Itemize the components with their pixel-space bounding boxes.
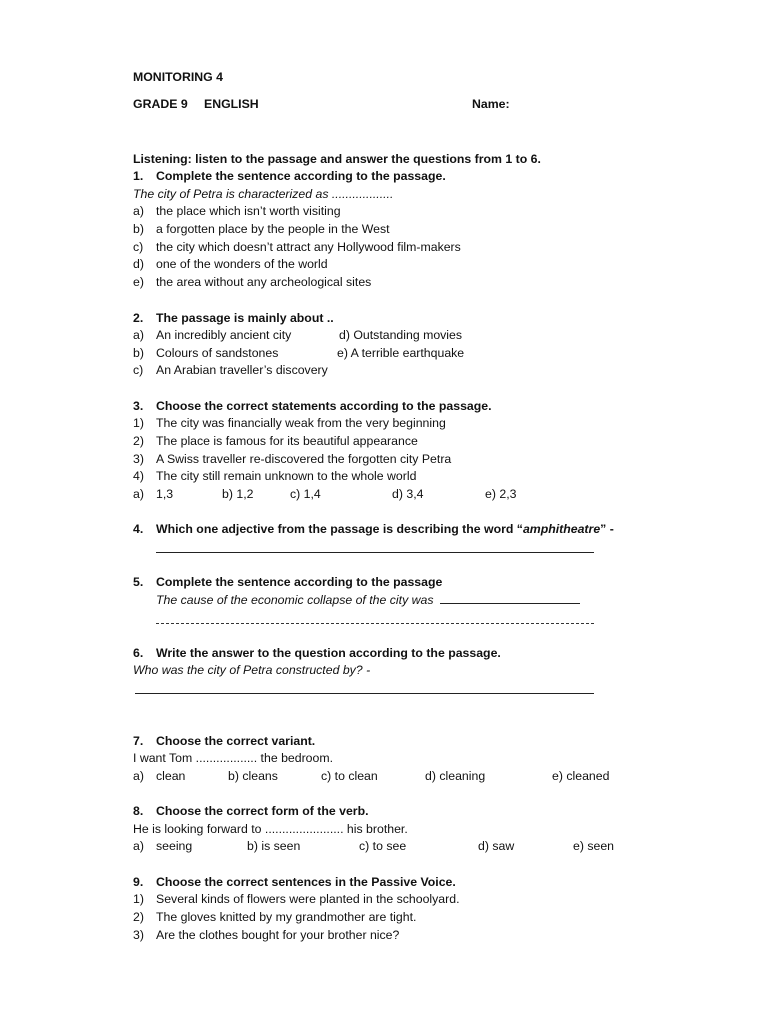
statement-text: The city was financially weak from the very beginning <box>156 416 446 430</box>
question-stem: Who was the city of Petra constructed by? - <box>133 663 371 677</box>
statement-number: 2) <box>133 910 144 924</box>
question-6 <box>133 646 501 661</box>
option-text: one of the wonders of the world <box>156 257 328 271</box>
statement-item <box>133 892 459 907</box>
question-text: Choose the correct sentences in the Passive Voice. <box>156 875 456 889</box>
option-item: e) seen <box>573 839 615 853</box>
option-item: b) cleans <box>228 769 278 783</box>
option-letter: a) <box>133 328 144 342</box>
question-5 <box>133 575 442 590</box>
question-9 <box>133 875 456 890</box>
statement-item <box>133 416 446 431</box>
option-letter: b) <box>133 346 144 360</box>
question-number: 2. <box>133 311 144 325</box>
option-item: c) to clean <box>321 769 378 783</box>
statement-number: 4) <box>133 469 144 483</box>
option-item <box>133 222 390 237</box>
statement-text: The place is famous for its beautiful appearance <box>156 434 418 448</box>
answer-line[interactable] <box>156 552 594 553</box>
option-item <box>133 346 278 361</box>
answer-line[interactable] <box>156 623 594 624</box>
option-letter: e) <box>133 275 144 289</box>
question-number: 4. <box>133 522 144 536</box>
statement-number: 2) <box>133 434 144 448</box>
statement-text: The gloves knitted by my grandmother are tight. <box>156 910 417 924</box>
option-item <box>133 204 341 219</box>
statement-text: Are the clothes bought for your brother nice? <box>156 928 400 942</box>
question-number: 7. <box>133 734 144 748</box>
statement-item <box>133 928 399 943</box>
option-item <box>133 240 461 255</box>
option-item: c) 1,4 <box>290 487 321 501</box>
option-letter: b) <box>133 222 144 236</box>
question-text: Complete the sentence according to the passage. <box>156 169 446 183</box>
question-number: 1. <box>133 169 144 183</box>
option-item <box>133 275 371 290</box>
question-number: 3. <box>133 399 144 413</box>
option-text: the area without any archeological sites <box>156 275 372 289</box>
option-item: e) 2,3 <box>485 487 517 501</box>
question-8 <box>133 804 369 819</box>
answer-blank[interactable] <box>440 593 580 604</box>
option-letter: a) <box>133 769 144 783</box>
option-text: the place which isn’t worth visiting <box>156 204 341 218</box>
question-stem: The city of Petra is characterized as .................. <box>133 187 394 201</box>
statement-number: 3) <box>133 928 144 942</box>
grade-label: GRADE 9 <box>133 97 188 111</box>
statement-text: The city still remain unknown to the whole world <box>156 469 417 483</box>
option-item: d) saw <box>478 839 515 853</box>
question-text: Write the answer to the question according to the passage. <box>156 646 501 660</box>
option-item: e) cleaned <box>552 769 610 783</box>
statement-item <box>133 910 416 925</box>
option-item: e) A terrible earthquake <box>337 346 465 360</box>
option-letter: a) <box>133 487 144 501</box>
option-item <box>133 328 291 343</box>
option-text: An Arabian traveller’s discovery <box>156 363 328 377</box>
question-number: 8. <box>133 804 144 818</box>
question-text: Choose the correct variant. <box>156 734 316 748</box>
option-text: 1,3 <box>156 487 174 501</box>
question-number: 5. <box>133 575 144 589</box>
question-1 <box>133 169 446 184</box>
listening-instructions: Listening: listen to the passage and answer the questions from 1 to 6. <box>133 152 541 166</box>
target-word: amphitheatre <box>522 522 601 536</box>
answer-options <box>133 487 173 502</box>
option-item: d) cleaning <box>425 769 486 783</box>
question-4 <box>133 522 614 537</box>
option-item <box>133 257 328 272</box>
question-3 <box>133 399 492 414</box>
question-text: Choose the correct form of the verb. <box>156 804 369 818</box>
question-number: 9. <box>133 875 144 889</box>
option-item: d) 3,4 <box>392 487 424 501</box>
question-text: Choose the correct statements according to the passage. <box>156 399 492 413</box>
statement-text: A Swiss traveller re-discovered the forgotten city Petra <box>156 452 452 466</box>
statement-number: 1) <box>133 416 144 430</box>
option-letter: a) <box>133 839 144 853</box>
option-text: a forgotten place by the people in the West <box>156 222 390 236</box>
option-text: Colours of sandstones <box>156 346 279 360</box>
option-text: seeing <box>156 839 193 853</box>
name-label: Name: <box>472 97 510 111</box>
question-text: Complete the sentence according to the passage <box>156 575 443 589</box>
question-number: 6. <box>133 646 144 660</box>
option-item: d) Outstanding movies <box>339 328 463 342</box>
option-letter: c) <box>133 240 144 254</box>
option-text: An incredibly ancient city <box>156 328 292 342</box>
question-stem <box>156 593 580 608</box>
option-item: b) is seen <box>247 839 301 853</box>
question-text-end: ” - <box>600 522 614 536</box>
statement-text: Several kinds of flowers were planted in the schoolyard. <box>156 892 460 906</box>
question-7 <box>133 734 315 749</box>
question-2 <box>133 311 334 326</box>
question-text: Which one adjective from the passage is describing the word “ <box>156 522 523 536</box>
question-stem: I want Tom .................. the bedroom. <box>133 751 334 765</box>
option-text: clean <box>156 769 186 783</box>
subject-label: ENGLISH <box>204 97 259 111</box>
option-item: b) 1,2 <box>222 487 254 501</box>
statement-item <box>133 434 418 449</box>
option-letter: c) <box>133 363 144 377</box>
option-letter: d) <box>133 257 144 271</box>
worksheet-title: MONITORING 4 <box>133 70 223 84</box>
statement-item <box>133 452 451 467</box>
option-text: the city which doesn’t attract any Hollywood film-makers <box>156 240 461 254</box>
question-stem: He is looking forward to ....................... his brother. <box>133 822 408 836</box>
question-text: The passage is mainly about .. <box>156 311 334 325</box>
statement-number: 3) <box>133 452 144 466</box>
option-letter: a) <box>133 204 144 218</box>
answer-line[interactable] <box>135 693 594 694</box>
option-item <box>133 839 192 854</box>
statement-number: 1) <box>133 892 144 906</box>
option-item <box>133 769 185 784</box>
option-item <box>133 363 328 378</box>
statement-item <box>133 469 416 484</box>
option-item: c) to see <box>359 839 407 853</box>
stem-text: The cause of the economic collapse of the city was <box>156 593 434 607</box>
